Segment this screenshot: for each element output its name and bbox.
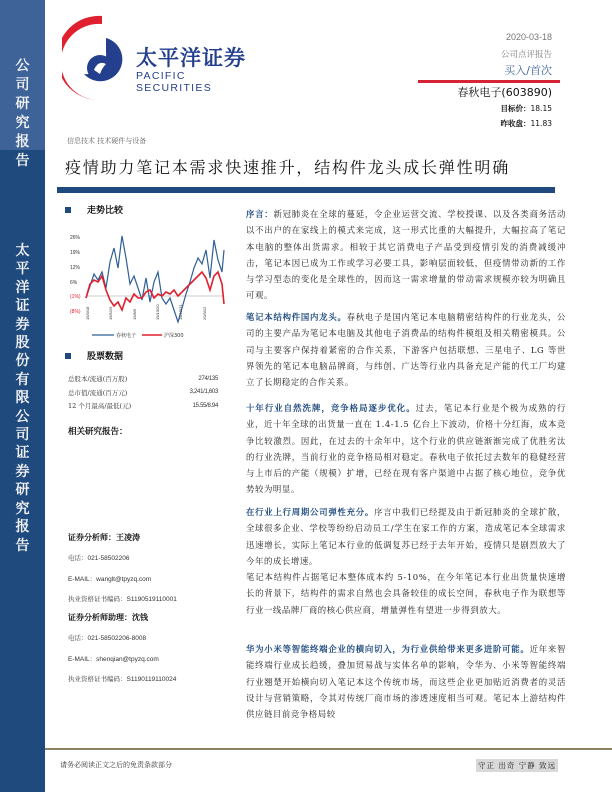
trend-chart [62,228,236,346]
stock-data-table [68,372,218,413]
y-tick: 12% [70,265,81,271]
report-type: 公司点评报告 [500,50,552,60]
x-tick: 19/10/20 [155,304,160,320]
footer-motto: 守正 出奇 宁静 致远 [478,761,557,770]
y-tick: (1%) [70,294,81,300]
company-logo [62,12,262,102]
bullet-square-icon [65,207,71,213]
analyst-assistant-phone: 电话：021-58502206-8008 [68,634,147,642]
related-reports-heading: 相关研究报告： [68,427,128,437]
analyst-email[interactable]: E-MAIL：wanglt@tpyzq.com [68,576,152,583]
previous-close: 昨收盘：11.83 [500,119,552,128]
paragraph-new-entrants: 华为小米等智能终端企业的横向切入，为行业供给带来更多进阶可能。近年来智能终端行业成长趋缓，叠加贸易战与实体名单的影响，令华为、小米等智能终端行业翘楚开始横向切入笔记本这个传统市场，而这些企业更加贴近消费者的灵活设计与营销策略，令其对传统厂商市场的渗透速度相当可观。笔记本上游结构件供应链目前竞争格局较 [246,644,566,720]
x-tick: 19/8/9 [132,308,137,320]
stock-data-row: 12 个月最高/最低(元) 15.55/8.94 [68,402,218,411]
sidebar-label-company-name: 太 平 洋 证 券 股 份 有 限 公 司 证 券 研 究 报 告 [15,243,30,554]
footer-divider [45,748,612,750]
legend-label-csi300: 沪深300 [164,333,184,339]
analyst-assistant-title: 证券分析师助理：沈钱 [68,612,148,622]
x-tick: 20/3/12 [202,306,207,320]
paragraph-preface: 序言：新冠肺炎在全球的蔓延，令企业运营交流、学校授课、以及各类商务活动以不出户的在家线上的模式来完成，这一形式比重的大幅提升，大幅拉高了笔记本电脑的整体出货需求。相较于其它消费电子产品受到疫情引发的消费减缓冲击，笔记本因已成为工作或学习必要工具，影响层面较低，但疫情带动新的工作与学习型态的变化是全球性的，因而这一需求增量的带动需求规模亦较为明确且可观。 [246,209,566,301]
sidebar-label-company-research: 公 司 研 究 报 告 [15,58,30,169]
report-date: 2020-03-18 [505,32,552,42]
trend-heading: 走势比较 [65,203,123,216]
analyst-title: 证券分析师：王凌涛 [68,532,140,542]
logo-name-en: PACIFIC SECURITIES [136,70,213,94]
x-tick: 19/12/31 [178,304,183,320]
y-tick: (8%) [70,309,81,315]
y-tick: 26% [70,235,81,241]
footer-disclaimer: 请务必阅读正文之后的免责条款部分 [60,761,172,769]
paragraph-upcycle: 在行业上行周期公司弹性充分。序言中我们已经提及由于新冠肺炎的全球扩散，全球很多企业、学校等纷纷启动员工/学生在家工作的方案，造成笔记本全球需求迅速增长，实际上笔记本行业的低调复苏已经于去年开始，疫情只是剧烈放大了今年的成长增速。 [246,507,566,566]
stock-data-row: 总股本/流通(百万股) 274/135 [68,375,218,384]
industry-tag: 信息技术 技术硬件与设备 [67,137,147,145]
logo-name-cn: 太平洋证券 [136,46,246,70]
bullet-square-icon [65,353,71,359]
stock-name: 春秋电子(603890) [457,86,552,99]
paragraph-industry-shakeout: 十年行业自然洗牌，竞争格局逐步优化。过去，笔记本行业是个极为成熟的行业，近十年全球的出货量一直在 1.4-1.5 亿台上下波动，价格十分红海，成本竞争比较激烈。因此，在过去的十余年中，这个行业的供应链渐渐完成了优胜劣汰的行业洗牌，当前行业的竞争格局相对稳定。春秋电子依托过去数年的稳健经营与上市后的产能（规模）扩增，已经在现有客户渠道中占据了核心地位，竞争优势较为明显。 [246,403,566,495]
target-price: 目标价：18.15 [500,104,552,113]
stock-data-heading: 股票数据 [65,349,123,362]
paragraph-cost-share: 笔记本结构件占据笔记本整体成本约 5-10%，在今年笔记本行业出货量快速增长的背景下，结构件的需求自然也会具备较佳的成长空间，春秋电子作为联想等行业一线品牌厂商的核心供应商，增量弹性有望进一步得到放大。 [246,572,566,615]
stock-data-row: 总市值/流通(百万元) 3,241/1,603 [68,388,218,397]
analyst-phone: 电话：021-58502206 [68,554,130,562]
header-divider [418,80,560,83]
report-title: 疫情助力笔记本需求快速推升，结构件龙头成长弹性明确 [65,158,511,177]
pacific-logo-icon [62,12,142,102]
rating: 买入/首次 [504,64,552,77]
x-tick: 19/3/18 [85,306,90,320]
analyst-assistant-cert: 执业资格证书编码：S1190119110024 [68,675,177,683]
analyst-cert: 执业资格证书编码：S1190519110001 [68,595,177,603]
title-divider [57,187,555,193]
x-tick: 19/5/29 [108,306,113,320]
y-tick: 19% [70,250,81,256]
analyst-assistant-email[interactable]: E-MAIL：shenqian@tpyzq.com [68,656,159,663]
paragraph-leader: 笔记本结构件国内龙头。春秋电子是国内笔记本电脑精密结构件的行业龙头，公司的主要产品为笔记本电脑及其他电子消费品的结构件模组及相关精密模具。公司与主要客户保持着紧密的合作关系，下游客户包括联想、三星电子、LG 等世界领先的笔记本电脑品牌商，与纬创、广达等行业内具备充足产能的代工厂均建立了长期稳定的合作关系。 [246,312,566,388]
legend-label-chunqiu: 春秋电子 [116,333,137,339]
y-tick: 6% [70,280,78,286]
